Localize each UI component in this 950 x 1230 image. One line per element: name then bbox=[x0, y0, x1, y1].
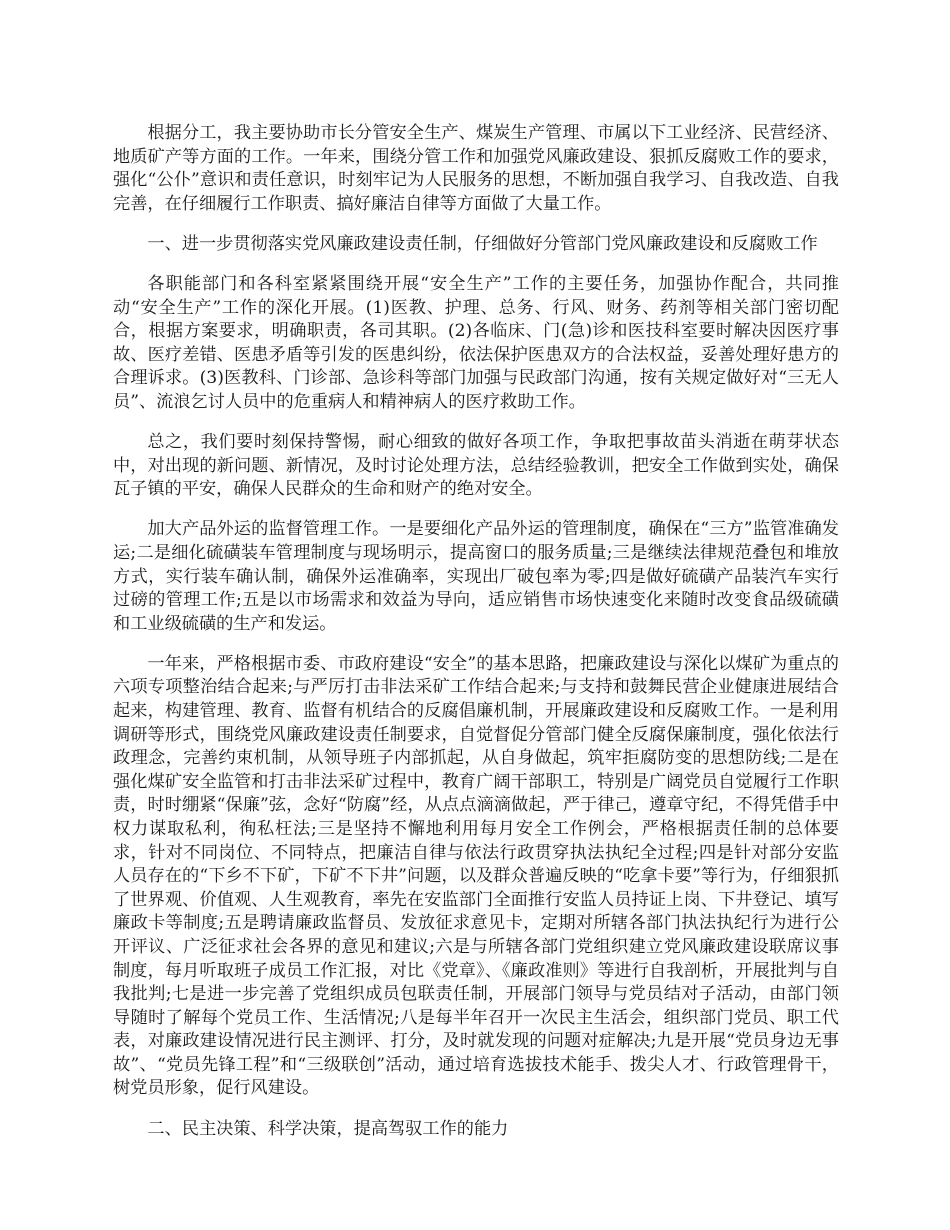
paragraph-safety-production: 各职能部门和各科室紧紧围绕开展“安全生产”工作的主要任务，加强协作配合，共同推动“安全生产”工作的深化开展。(1)医教、护理、总务、行风、财务、药剂等相关部门密切配合，根据方案要求，明确职责，各司其职。(2)各临床、门(急)诊和医技科室要时解决因医疗事故、医疗差错、医患矛盾等引发的医患纠纷，依法保护医患双方的合法权益，妥善处理好患方的合理诉求。(3)医教科、门诊部、急诊科等部门加强与民政部门沟通，按有关规定做好对“三无人员”、流浪乞讨人员中的危重病人和精神病人的医疗救助工作。 bbox=[113, 273, 839, 412]
paragraph-year-review: 一年来，严格根据市委、市政府建设“安全”的基本思路，把廉政建设与深化以煤矿为重点的六项专项整治结合起来;与严厉打击非法采矿工作结合起来;与支持和鼓舞民营企业健康进展结合起来，构建管理、教育、监督有机结合的反腐倡廉机制，开展廉政建设和反腐败工作。一是利用调研等形式，围绕党风廉政建设责任制要求，自觉督促分管部门健全反腐保廉制度，强化依法行政理念，完善约束机制，从领导班子内部抓起，从自身做起，筑牢拒腐防变的思想防线;二是在强化煤矿安全监管和打击非法采矿过程中，教育广阔干部职工，特别是广阔党员自觉履行工作职责，时时绷紧“保廉”弦，念好“防腐”经，从点点滴滴做起，严于律己，遵章守纪，不得凭借手中权力谋取私利，徇私枉法;三是坚持不懈地利用每月安全工作例会，严格根据责任制的总体要求，针对不同岗位、不同特点，把廉洁自律与依法行政贯穿执法执纪全过程;四是针对部分安监人员存在的“下乡不下矿，下矿不下井”问题，以及群众普遍反映的“吃拿卡要”等行为，仔细狠抓了世界观、价值观、人生观教育，率先在安监部门全面推行安监人员持证上岗、下井登记、填写廉政卡等制度;五是聘请廉政监督员、发放征求意见卡，定期对所辖各部门执法执纪行为进行公开评议、广泛征求社会各界的意见和建议;六是与所辖各部门党组织建立党风廉政建设联席议事制度，每月听取班子成员工作汇报，对比《党章》、《廉政准则》等进行自我剖析，开展批判与自我批判;七是进一步完善了党组织成员包联责任制，开展部门领导与党员结对子活动，由部门领导随时了解每个党员工作、生活情况;八是每半年召开一次民主生活会，组织部门党员、职工代表，对廉政建设情况进行民主测评、打分，及时就发现的问题对症解决;九是开展“党员身边无事故”、“党员先锋工程”和“三级联创”活动，通过培育选拔技术能手、拨尖人才、行政管理骨干，树党员形象，促行风建设。 bbox=[113, 653, 839, 1099]
section-heading-1: 一、进一步贯彻落实党风廉政建设责任制，仔细做好分管部门党风廉政建设和反腐败工作 bbox=[147, 233, 818, 254]
document-body bbox=[113, 122, 839, 1158]
section-heading-2: 二、民主决策、科学决策，提高驾驭工作的能力 bbox=[147, 1118, 509, 1139]
paragraph-intro: 根据分工，我主要协助市长分管安全生产、煤炭生产管理、市属以下工业经济、民营经济、地质矿产等方面的工作。一年来，围绕分管工作和加强党风廉政建设、狠抓反腐败工作的要求，强化“公仆”意识和责任意识，时刻牢记为人民服务的思想，不断加强自我学习、自我改造、自我完善，在仔细履行工作职责、搞好廉洁自律等方面做了大量工作。 bbox=[113, 123, 839, 214]
paragraph-product-transport: 加大产品外运的监督管理工作。一是要细化产品外运的管理制度，确保在“三方”监管准确发运;二是细化硫磺装车管理制度与现场明示，提高窗口的服务质量;三是继续法律规范叠包和堆放方式，实行装车确认制，确保外运准确率，实现出厂破包率为零;四是做好硫磺产品装汽车实行过磅的管理工作;五是以市场需求和效益为导向，适应销售市场快速变化来随时改变食品级硫磺和工业级硫磺的生产和发运。 bbox=[113, 519, 839, 634]
paragraph-summary: 总之，我们要时刻保持警惕，耐心细致的做好各项工作，争取把事故苗头消逝在萌芽状态中，对出现的新问题、新情况，及时讨论处理方法，总结经验教训，把安全工作做到实处，确保瓦子镇的平安，确保人民群众的生命和财产的绝对安全。 bbox=[113, 432, 839, 500]
